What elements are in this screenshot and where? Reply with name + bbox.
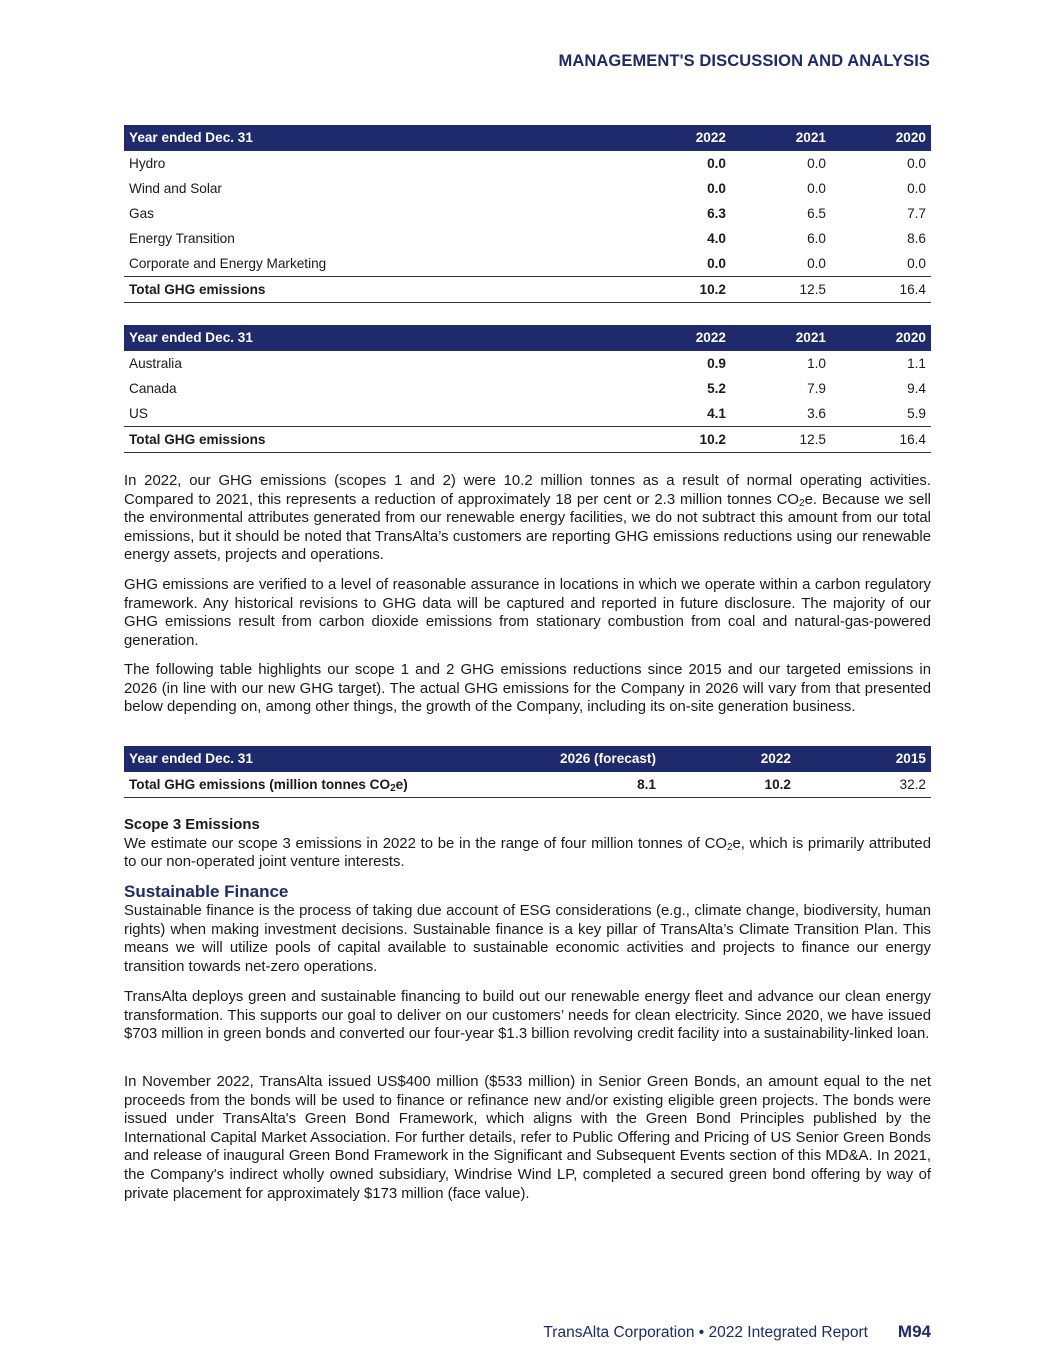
table-cell: 0.0 (707, 156, 726, 171)
table-cell: 16.4 (831, 277, 931, 303)
table-row (124, 176, 931, 201)
table-cell: 0.0 (907, 181, 926, 196)
table-cell: 8.6 (907, 231, 926, 246)
column-header: 2021 (731, 125, 831, 151)
table-row (124, 226, 931, 251)
table-cell: 10.2 (631, 277, 731, 303)
table-row (124, 376, 931, 401)
table-header-row (124, 746, 931, 772)
column-header: 2021 (731, 325, 831, 351)
row-label: Canada (129, 381, 177, 396)
section-heading: Scope 3 Emissions (124, 817, 260, 833)
table-header-row (124, 125, 931, 151)
paragraph: In November 2022, TransAlta issued US$400 million ($533 million) in Senior Green Bonds, an amount equal to the net proceeds from the bonds will be used to finance or refinance new and/or existing eligible green projects. The bonds were issued under TransAlta's Green Bond Framework, which aligns with the Green Bond Principles published by the International Capital Market Association. For further details, refer to Public Offering and Pricing of US Senior Green Bonds and release of inaugural Green Bond Framework in the Significant and Subsequent Events section of this MD&A. In 2021, the Company's indirect wholly owned subsidiary, Windrise Wind LP, completed a secured green bond offering by way of private placement for approximately $173 million (face value). (124, 1074, 931, 1202)
table-row (124, 401, 931, 427)
table-cell: 0.0 (707, 181, 726, 196)
table-cell: 5.2 (707, 381, 726, 396)
table-row (124, 351, 931, 377)
table-cell: 10.2 (661, 772, 796, 798)
column-header: 2020 (831, 125, 931, 151)
page-footer (543, 1322, 931, 1342)
paragraph: We estimate our scope 3 emissions in 2022 to be in the range of four million tonnes of $CO_2e$, which is primarily attributed to our non-operated joint venture interests. (124, 835, 931, 871)
row-label: Hydro (129, 156, 166, 171)
table-cell: 1.1 (907, 356, 926, 371)
column-header: 2026 (forecast) (526, 746, 661, 772)
table-header-row (124, 325, 931, 351)
table-row (124, 151, 931, 177)
row-label: Total GHG emissions (million tonnes $CO_2e$) (124, 772, 526, 798)
ghg-target-table-wrapper (124, 746, 931, 798)
row-label: Energy Transition (129, 231, 235, 246)
ghg-by-region-table (124, 325, 931, 453)
total-row (124, 772, 931, 798)
paragraph: GHG emissions are verified to a level of reasonable assurance in locations in which we operate within a carbon regulatory framework. Any historical revisions to GHG data will be captured and reported in future disclosure. The majority of our GHG emissions result from carbon dioxide emissions from stationary combustion from coal and natural-gas-powered generation. (124, 577, 931, 649)
paragraph: The following table highlights our scope 1 and 2 GHG emissions reductions since 2015 and our targeted emissions in 2026 (in line with our new GHG target). The actual GHG emissions for the Company in 2026 will vary from that presented below depending on, among other things, the growth of the Company, including its on-site generation business. (124, 662, 931, 716)
page-section-title: MANAGEMENT'S DISCUSSION AND ANALYSIS (558, 52, 930, 70)
table-cell: 1.0 (807, 356, 826, 371)
table-cell: 0.0 (807, 181, 826, 196)
emissions-commentary (124, 472, 931, 565)
table-cell: 12.5 (731, 277, 831, 303)
total-row (124, 427, 931, 453)
table-cell: 4.1 (707, 406, 726, 421)
column-header: 2022 (661, 746, 796, 772)
row-label: US (129, 406, 148, 421)
total-row (124, 277, 931, 303)
ghg-by-segment-table-wrapper (124, 125, 931, 303)
table-cell: 0.0 (807, 156, 826, 171)
column-header: Year ended Dec. 31 (124, 125, 631, 151)
paragraph: TransAlta deploys green and sustainable financing to build out our renewable energy fleet and advance our clean energy transformation. This supports our goal to deliver on our customers’ needs for clean electricity. Since 2020, we have issued $703 million in green bonds and converted our four-year $1.3 billion revolving credit facility into a sustainability-linked loan. (124, 989, 931, 1043)
table-cell: 12.5 (731, 427, 831, 453)
column-header: 2022 (631, 125, 731, 151)
page-number: M94 (897, 1322, 931, 1341)
scope3-section (124, 816, 931, 872)
table-cell: 32.2 (796, 772, 931, 798)
row-label: Total GHG emissions (124, 277, 631, 303)
table-cell: 16.4 (831, 427, 931, 453)
column-header: 2020 (831, 325, 931, 351)
row-label: Wind and Solar (129, 181, 222, 196)
table-cell: 6.5 (807, 206, 826, 221)
table-cell: 4.0 (707, 231, 726, 246)
table-cell: 3.6 (807, 406, 826, 421)
sustainable-finance-section (124, 882, 931, 976)
table-row (124, 251, 931, 277)
section-heading: Sustainable Finance (124, 882, 289, 901)
table-cell: 0.9 (707, 356, 726, 371)
ghg-by-region-table-wrapper (124, 325, 931, 453)
report-title: TransAlta Corporation • 2022 Integrated Report (543, 1324, 868, 1341)
table-cell: 0.0 (907, 156, 926, 171)
ghg-target-table (124, 746, 931, 798)
table-row (124, 201, 931, 226)
table-cell: 6.0 (807, 231, 826, 246)
column-header: 2015 (796, 746, 931, 772)
paragraph: Sustainable finance is the process of taking due account of ESG considerations (e.g., climate change, biodiversity, human rights) when making investment decisions. Sustainable finance is a key pillar of TransAlta’s Climate Transition Plan. This means we will utilize pools of capital available to sustainable economic activities and projects to finance our energy transition towards net-zero operations. (124, 903, 931, 975)
table-cell: 0.0 (707, 256, 726, 271)
row-label: Australia (129, 356, 182, 371)
table-cell: 6.3 (707, 206, 726, 221)
column-header: 2022 (631, 325, 731, 351)
row-label: Gas (129, 206, 154, 221)
table-cell: 10.2 (631, 427, 731, 453)
column-header: Year ended Dec. 31 (124, 746, 526, 772)
table-cell: 7.9 (807, 381, 826, 396)
table-cell: 8.1 (526, 772, 661, 798)
row-label: Corporate and Energy Marketing (129, 256, 327, 271)
table-cell: 9.4 (907, 381, 926, 396)
table-cell: 5.9 (907, 406, 926, 421)
paragraph: In 2022, our GHG emissions (scopes 1 and 2) were 10.2 million tonnes as a result of normal operating activities. Compared to 2021, this represents a reduction of approximately 18 per cent or 2.3 million tonnes $CO_2e$. Because we sell the environmental attributes generated from our renewable energy facilities, we do not subtract this amount from our total emissions, but it should be noted that TransAlta’s customers are reporting GHG emissions reductions using our renewable energy assets, projects and operations. (124, 473, 931, 564)
table-cell: 7.7 (907, 206, 926, 221)
row-label: Total GHG emissions (124, 427, 631, 453)
table-cell: 0.0 (807, 256, 826, 271)
column-header: Year ended Dec. 31 (124, 325, 631, 351)
table-cell: 0.0 (907, 256, 926, 271)
ghg-by-segment-table (124, 125, 931, 303)
